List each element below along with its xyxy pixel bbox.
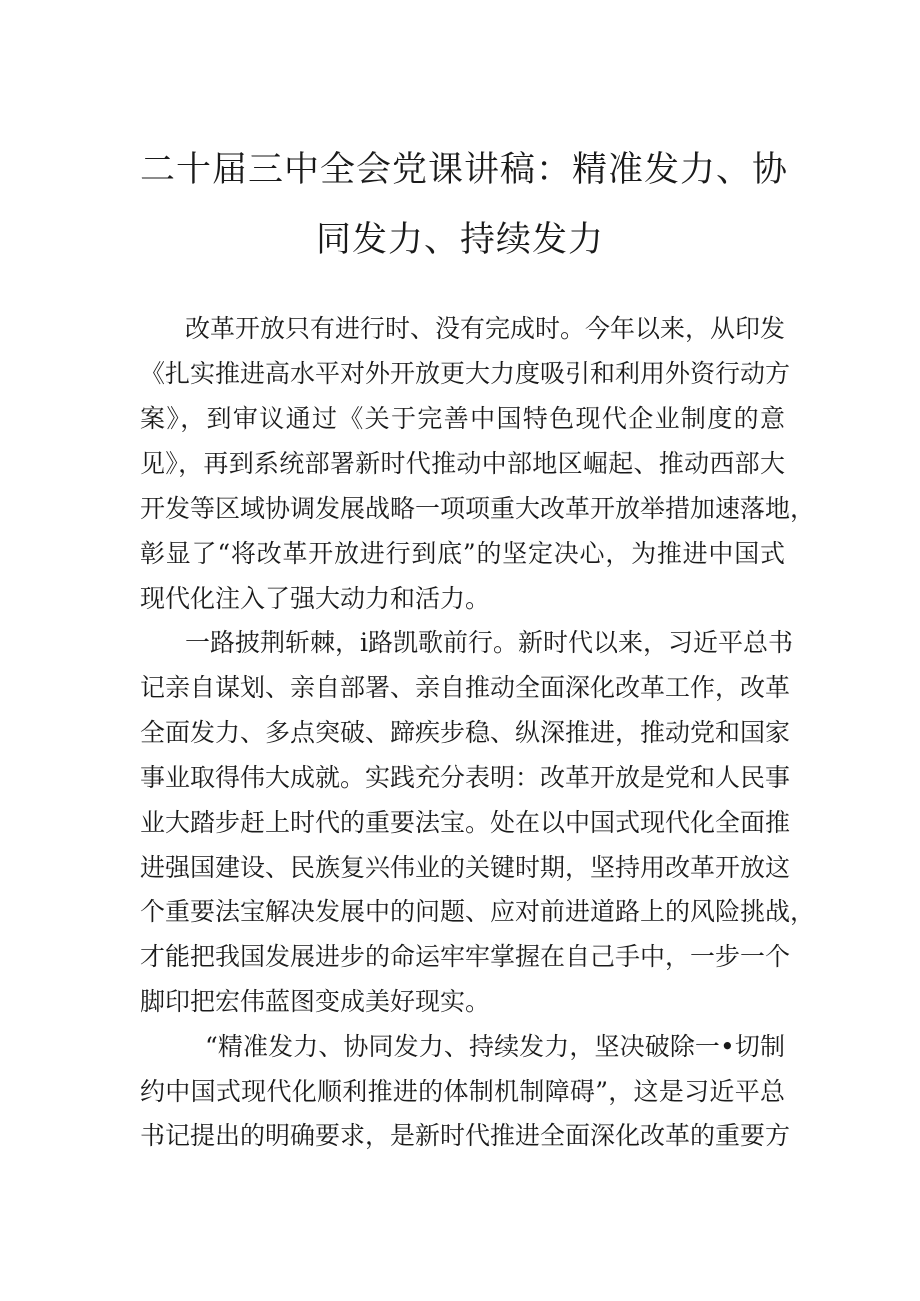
paragraph-2-line-2: 记亲自谋划、亲自部署、亲自推动全面深化改革工作，改革: [140, 673, 791, 702]
paragraph-1-line-4: 见》，再到系统部署新时代推动中部地区崛起、推动西部大: [140, 449, 785, 478]
document-title-line-2: 同发力、持续发力: [315, 220, 604, 260]
paragraph-2-line-6: 进强国建设、民族复兴伟业的关键时期，坚持用改革开放这: [140, 853, 791, 882]
paragraph-2-line-5: 业大踏步赶上时代的重要法宝。处在以中国式现代化全面推: [140, 808, 791, 837]
paragraph-1-line-7: 现代化注入了强大动力和活力。: [140, 584, 491, 613]
paragraph-3-line-1: “精准发力、协同发力、持续发力，坚决破除一•切制: [205, 1032, 785, 1061]
paragraph-2-line-1: 一路披荆斩棘，i路凯歌前行。新时代以来，习近平总书: [185, 628, 793, 657]
paragraph-1-line-5: 开发等区域协调发展战略一项项重大改革开放举措加速落地，: [140, 494, 816, 523]
paragraph-3-line-3: 书记提出的明确要求，是新时代推进全面深化改革的重要方: [140, 1121, 791, 1150]
paragraph-1-line-1: 改革开放只有进行时、没有完成时。今年以来，从印发: [185, 314, 786, 343]
paragraph-2-line-4: 事业取得伟大成就。实践充分表明：改革开放是党和人民事: [140, 763, 791, 792]
paragraph-2-line-3: 全面发力、多点突破、蹄疾步稳、纵深推进，推动党和国家: [140, 718, 791, 747]
paragraph-2-line-7: 个重要法宝解决发展中的问题、应对前进道路上的风险挑战，: [140, 897, 816, 926]
paragraph-2-line-9: 脚印把宏伟蓝图变成美好现实。: [140, 987, 491, 1016]
paragraph-1-line-6: 彰显了“将改革开放进行到底”的坚定决心，为推进中国式: [140, 539, 785, 568]
paragraph-1-line-2: 《扎实推进高水平对外开放更大力度吸引和利用外资行动方: [140, 359, 791, 388]
document-title-line-1: 二十届三中全会党课讲稿：精准发力、协: [140, 150, 789, 190]
paragraph-3-line-2: 约中国式现代化顺利推进的体制机制障碍”，这是习近平总: [140, 1077, 785, 1106]
paragraph-1-line-3: 案》，到审议通过《关于完善中国特色现代企业制度的意: [140, 404, 785, 433]
paragraph-2-line-8: 才能把我国发展进步的命运牢牢掌握在自己手中，一步一个: [140, 942, 791, 971]
